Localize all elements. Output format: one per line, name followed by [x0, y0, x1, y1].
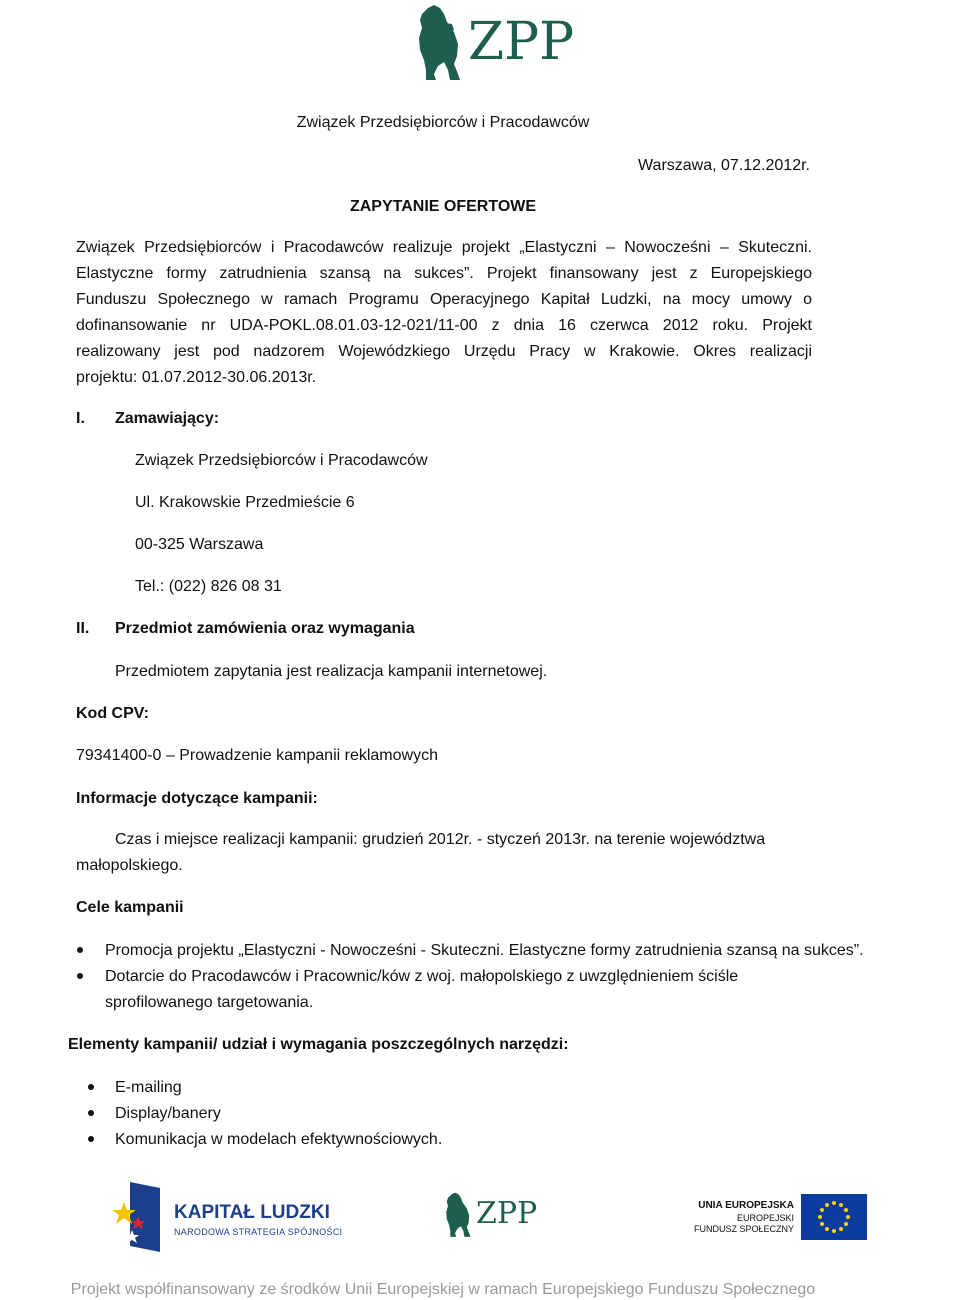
section1-heading: Zamawiający:: [115, 410, 220, 427]
eu-flag-icon: [801, 1194, 867, 1240]
intro-line: projektu: 01.07.2012-30.06.2013r.: [76, 369, 317, 386]
header-organization: Związek Przedsiębiorców i Pracodawców: [296, 114, 590, 131]
element-item: E-mailing: [115, 1079, 182, 1096]
buyer-phone: Tel.: (022) 826 08 31: [135, 578, 282, 595]
section2-heading: Przedmiot zamówienia oraz wymagania: [115, 620, 415, 637]
intro-line: realizowany jest pod nadzorem Wojewódzkiego Urzędu Pracy w Krakowie. Okres realizacji: [76, 343, 812, 360]
buyer-city: 00-325 Warszawa: [135, 536, 264, 553]
bear-icon: [414, 4, 464, 82]
goal-item: Dotarcie do Pracodawców i Pracownic/ków z woj. małopolskiego z uwzględnieniem ściśle: [105, 968, 739, 985]
goal-item-continued: sprofilowanego targetowania.: [105, 994, 314, 1011]
buyer-street: Ul. Krakowskie Przedmieście 6: [135, 494, 355, 511]
eu-line2: EUROPEJSKI: [736, 1213, 794, 1223]
document-title: ZAPYTANIE OFERTOWE: [349, 198, 537, 215]
kl-subtitle: NARODOWA STRATEGIA SPÓJNOŚCI: [174, 1227, 343, 1237]
section2-number: II.: [76, 620, 90, 637]
bullet-icon: [88, 1110, 94, 1116]
intro-line: Związek Przedsiębiorców i Pracodawców realizuje projekt „Elastyczni – Nowocześni – Skuteczni.: [76, 239, 812, 256]
goal-item: Promocja projektu „Elastyczni - Nowocześni - Skuteczni. Elastyczne formy zatrudnienia szansą na sukces”.: [105, 942, 864, 959]
bullet-icon: [88, 1136, 94, 1142]
logo-wordmark: ZPP: [468, 12, 575, 72]
element-item: Display/banery: [115, 1105, 221, 1122]
zpp-footer-wordmark: ZPP: [476, 1196, 538, 1231]
kl-title: KAPITAŁ LUDZKI: [174, 1202, 330, 1223]
intro-paragraph: [76, 235, 812, 391]
intro-line: Funduszu Społecznego w ramach Programu Operacyjnego Kapitał Ludzki, na mocy umowy o: [76, 291, 812, 308]
kapital-ludzki-logo: [112, 1182, 352, 1254]
place-date: Warszawa, 07.12.2012r.: [638, 157, 810, 174]
eu-line1: UNIA EUROPEJSKA: [698, 1200, 794, 1211]
bullet-icon: [77, 973, 83, 979]
bullet-icon: [88, 1084, 94, 1090]
cpv-label: Kod CPV:: [76, 705, 149, 722]
intro-line: dofinansowanie nr UDA-POKL.08.01.03-12-021/11-00 z dnia 16 czerwca 2012 roku. Projekt: [76, 317, 812, 334]
element-item: Komunikacja w modelach efektywnościowych.: [115, 1131, 443, 1148]
bear-icon: [443, 1192, 473, 1238]
campaign-info-heading: Informacje dotyczące kampanii:: [76, 790, 318, 807]
footer-note: Projekt współfinansowany ze środków Unii Europejskiej w ramach Europejskiego Funduszu Społecznego: [70, 1281, 816, 1298]
section2-body: Przedmiotem zapytania jest realizacja kampanii internetowej.: [115, 663, 548, 680]
eu-line3: FUNDUSZ SPOŁECZNY: [693, 1224, 794, 1234]
intro-line: Elastyczne formy zatrudnienia szansą na sukces”. Projekt finansowany jest z Europejskiego: [76, 265, 812, 282]
campaign-info-line1: Czas i miejsce realizacji kampanii: grudzień 2012r. - styczeń 2013r. na terenie województwa: [115, 831, 766, 848]
goals-heading: Cele kampanii: [76, 899, 184, 916]
bullet-icon: [77, 947, 83, 953]
star-flag-icon: [112, 1182, 160, 1252]
eu-logo: [693, 1194, 870, 1242]
zpp-footer-logo: [443, 1192, 543, 1240]
campaign-info-line2: małopolskiego.: [76, 857, 183, 874]
buyer-name: Związek Przedsiębiorców i Pracodawców: [135, 452, 428, 469]
section1-number: I.: [76, 410, 85, 427]
elements-heading: Elementy kampanii/ udział i wymagania poszczególnych narzędzi:: [68, 1036, 569, 1053]
cpv-value: 79341400-0 – Prowadzenie kampanii reklamowych: [76, 747, 438, 764]
zpp-logo: [414, 4, 574, 84]
